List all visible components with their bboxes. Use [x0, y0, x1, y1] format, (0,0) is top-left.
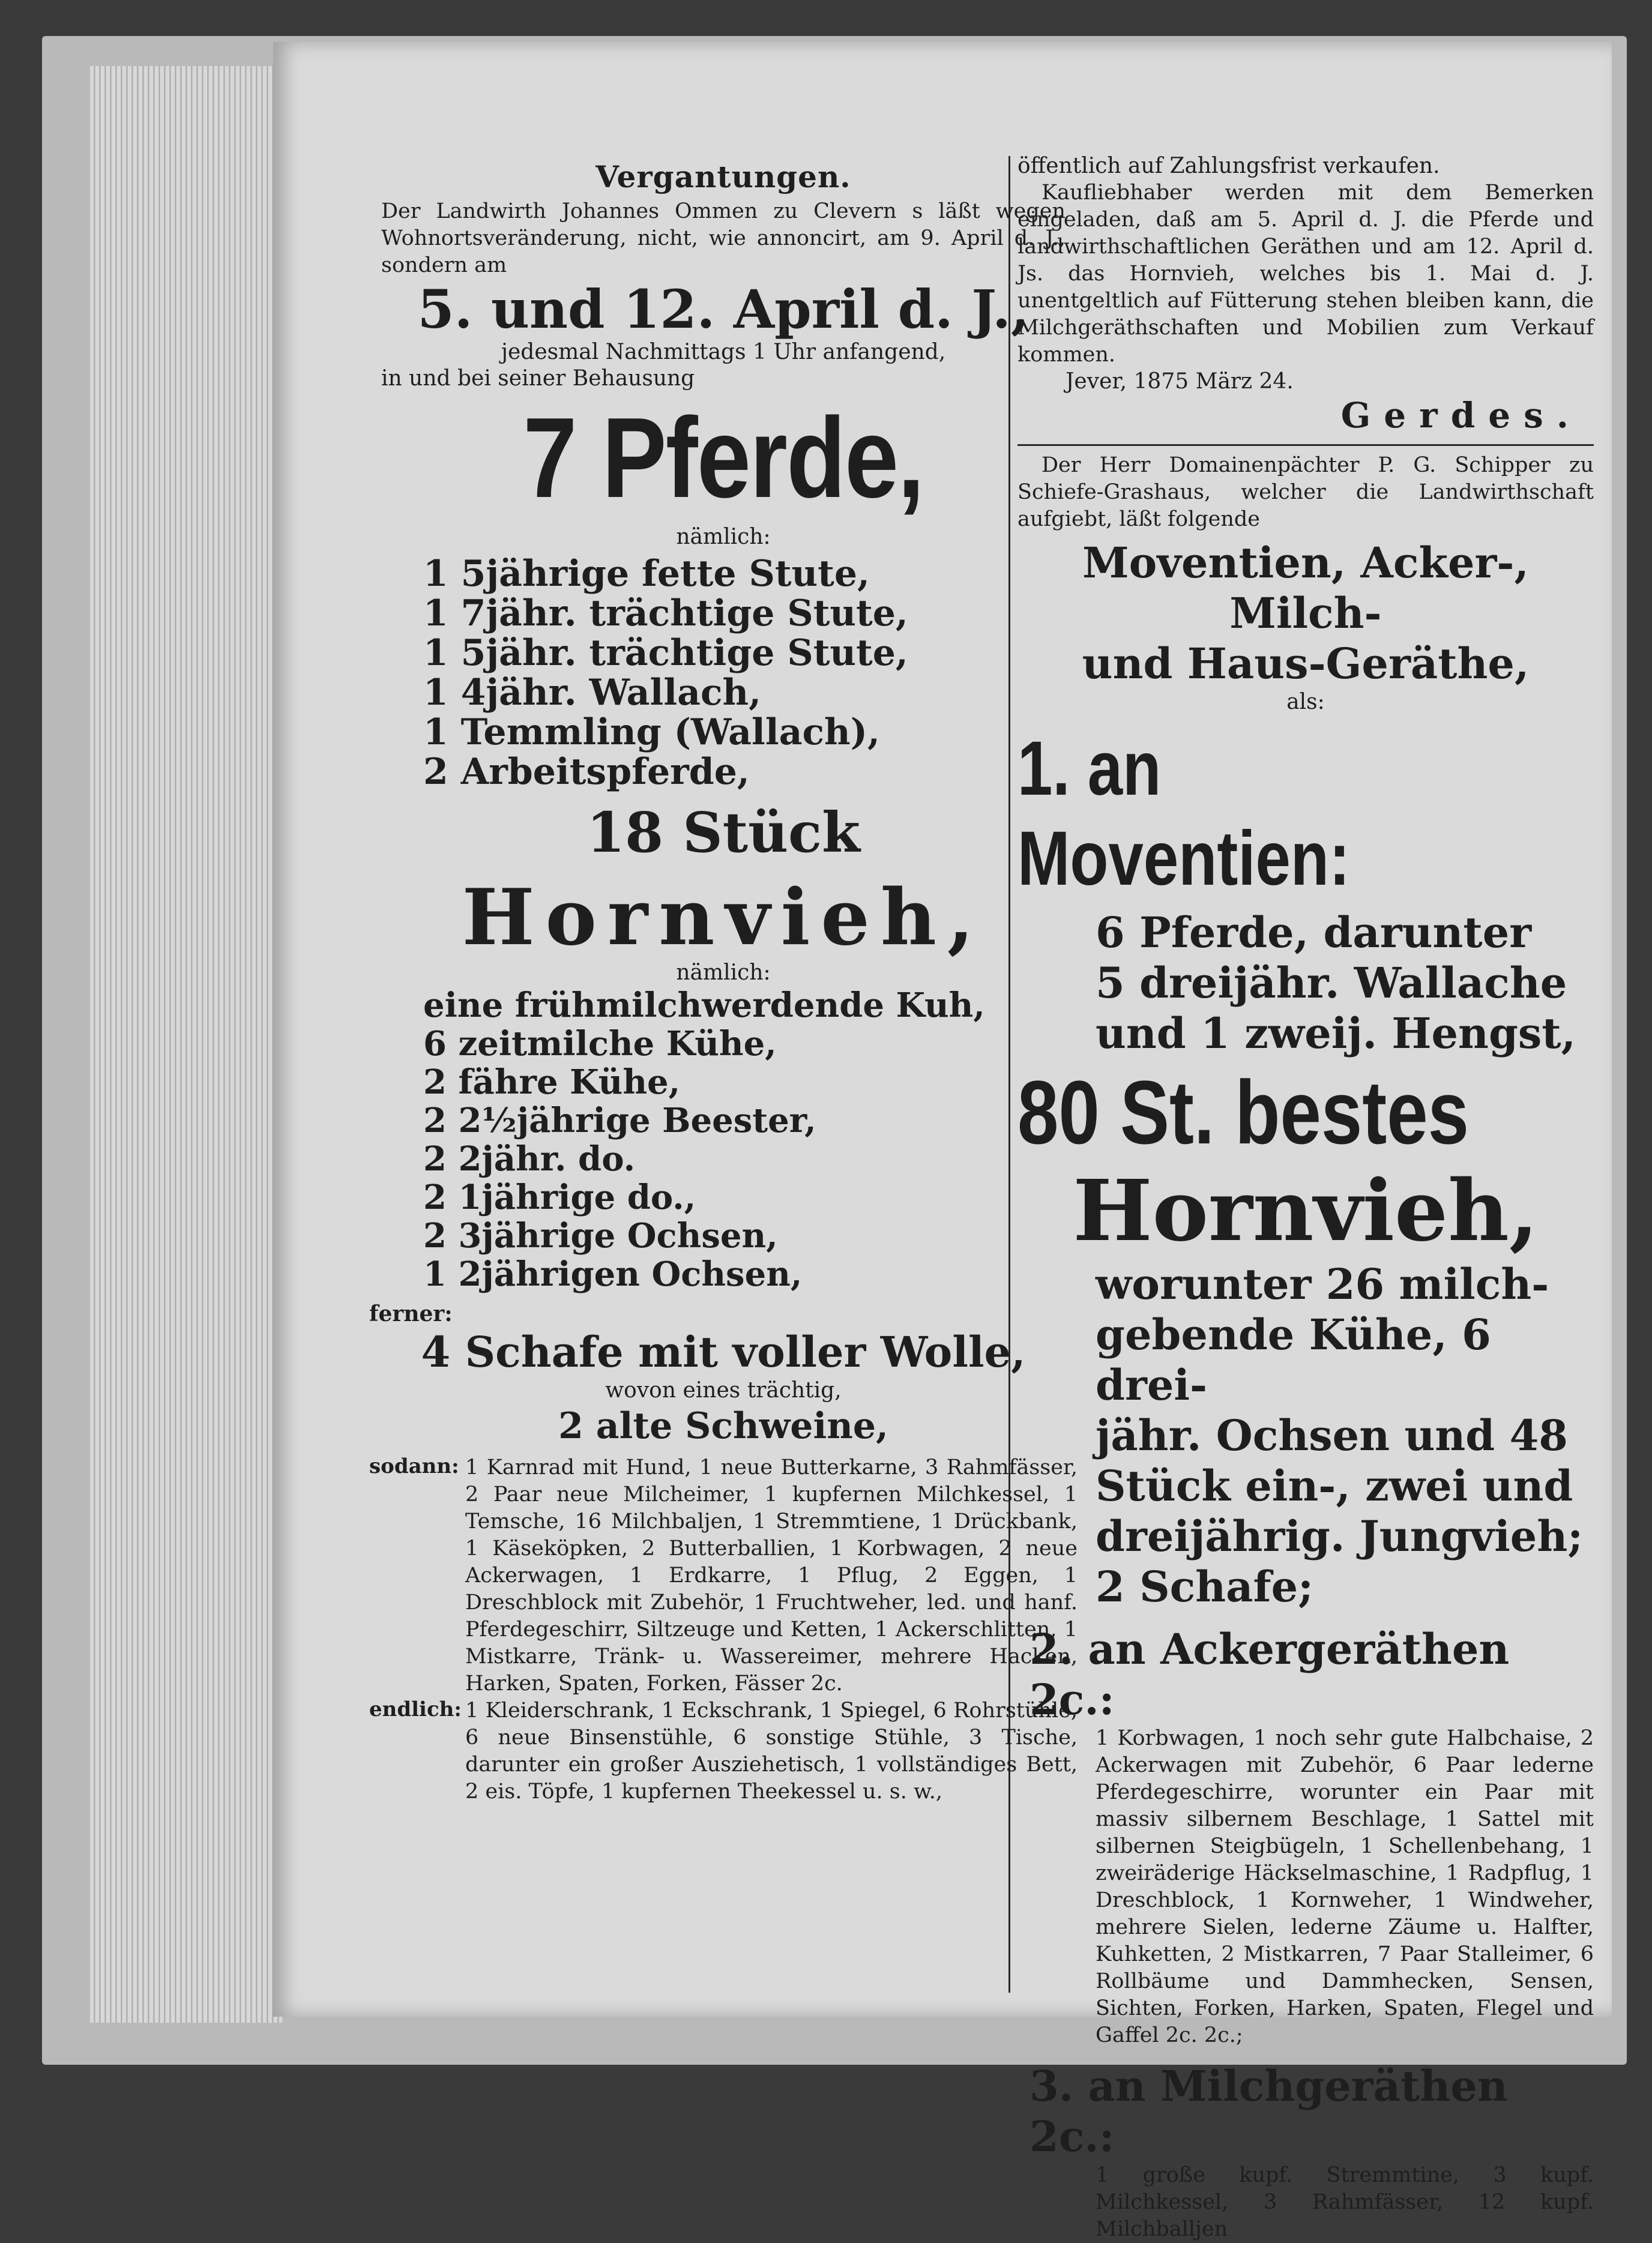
list-item: dreijährig. Jungvieh; [1096, 1511, 1584, 1561]
dateline: Jever, 1875 März 24. [1066, 369, 1294, 394]
list-item: 2 Arbeitspferde, [423, 751, 750, 793]
horses-list [369, 554, 1078, 792]
list-item: 1 7jähr. trächtige Stute, [423, 592, 908, 634]
auction-time: jedesmal Nachmittags 1 Uhr anfangend, [501, 340, 946, 364]
als-label: als: [1286, 690, 1325, 714]
list-item: 2 Schafe; [1096, 1562, 1313, 1612]
endlich-block [369, 1697, 1078, 1805]
section1-hornvieh: Hornvieh, [1073, 1162, 1539, 1260]
sodann-block [369, 1454, 1078, 1697]
section-rule [1017, 444, 1594, 446]
sodann-label: sodann: [369, 1454, 459, 1478]
auction-place: in und bei seiner Behausung [381, 366, 695, 391]
list-item: 5 dreijähr. Wallache [1096, 958, 1567, 1008]
second-intro: Der Herr Domainenpächter P. G. Schipper zu Schiefe-Grashaus, welcher die Landwirthschaft aufgiebt, läßt folgende [1017, 453, 1594, 531]
section3-text: 1 große kupf. Stremmtine, 3 kupf. Milchkessel, 3 Rahmfässer, 12 kupf. Milchballjen [1096, 2163, 1594, 2241]
buyers-text: Kaufliebhaber werden mit dem Bemerken eingeladen, daß am 5. April d. J. die Pferde und landwirthschaftlichen Geräthen und am 12. April d. Js. das Hornvieh, welches bis 1. Mai d. J. unentgeltlich auf Fütterung stehen bleiben kann, die Milchgeräthschaften und Mobilien zum Verkauf kommen. [1017, 181, 1594, 367]
continued-text: öffentlich auf Zahlungsfrist verkaufen. [1017, 154, 1440, 178]
endlich-label: endlich: [369, 1697, 462, 1721]
list-item: 2 2jähr. do. [423, 1139, 636, 1179]
list-item: Stück ein-, zwei und [1096, 1461, 1573, 1511]
sheep-line: 4 Schafe mit voller Wolle, [421, 1327, 1026, 1377]
ferner-label: ferner: [369, 1301, 453, 1326]
cattle-label: nämlich: [676, 960, 771, 985]
section1-more [1017, 1259, 1594, 1612]
list-item: 1 2jährigen Ochsen, [423, 1254, 803, 1294]
list-item: 2 1jährige do., [423, 1178, 696, 1217]
horses-title: 7 Pferde, [523, 394, 924, 522]
cattle-count: 18 Stück [586, 800, 860, 865]
list-item: gebende Kühe, 6 drei- [1096, 1310, 1491, 1410]
second-title-line2: und Haus-Geräthe, [1082, 639, 1530, 688]
cattle-title: Hornvieh, [462, 873, 985, 963]
right-column [1017, 153, 1594, 2243]
cattle-list [369, 986, 1078, 1293]
left-column [369, 159, 1078, 1805]
list-item: 1 5jähr. trächtige Stute, [423, 632, 908, 674]
sheep-note: wovon eines trächtig, [605, 1378, 842, 1403]
auction-date: 5. und 12. April d. J., [417, 278, 1029, 340]
newspaper-page [273, 42, 1612, 2241]
section2-text: 1 Korbwagen, 1 noch sehr gute Halbchaise, 2 Ackerwagen mit Zubehör, 6 Paar lederne Pferdegeschirre, worunter ein Paar mit massiv silbernem Beschlage, 1 Sattel mit silbernen Steigbügeln, 1 Schellenbehang, 1 zweiräderige Häckselmaschine, 1 Radpflug, 1 Dreschblock, 1 Kornweher, 1 Windweher, mehrere Sielen, lederne Zäume u. Halfter, Kuhketten, 2 Mistkarren, 7 Paar Stalleimer, 6 Rollbäume und Dammhecken, Sensen, Sichten, Forken, Harken, Spaten, Flegel und Gaffel 2c. 2c.; [1096, 1726, 1594, 2047]
list-item: 2 3jährige Ochsen, [423, 1216, 778, 1256]
section1-title: 1. an Moventien: [1017, 726, 1350, 902]
list-item: 1 Temmling (Wallach), [423, 711, 880, 753]
section1-big: 80 St. bestes [1017, 1062, 1470, 1163]
endlich-text: 1 Kleiderschrank, 1 Eckschrank, 1 Spiegel, 6 Rohrstühle, 6 neue Binsenstühle, 6 sonstige Stühle, 3 Tische, darunter ein großer Ausziehetisch, 1 vollständiges Bett, 2 eis. Töpfe, 1 kupfernen Theekessel u. s. w., [465, 1699, 1078, 1804]
sodann-text: 1 Karnrad mit Hund, 1 neue Butterkarne, 3 Rahmfässer, 2 Paar neue Milcheimer, 1 kupfernen Milchkessel, 1 Temsche, 16 Milchbaljen, 1 Stremmtiene, 1 Drückbank, 1 Käseköpken, 2 Butterballien, 1 Korbwagen, 2 neue Ackerwagen, 1 Erdkarre, 1 Pflug, 2 Eggen, 1 Dreschblock mit Zubehör, 1 Fruchtweher, led. und hanf. Pferdegeschirr, Siltzeuge und Ketten, 1 Ackerschlitten, 1 Mistkarre, Tränk- u. Wassereimer, mehrere Hacken, Harken, Spaten, Forken, Fässer 2c. [465, 1456, 1078, 1696]
section1-lines [1017, 908, 1594, 1059]
list-item: 1 4jähr. Wallach, [423, 672, 762, 714]
list-item: 2 fähre Kühe, [423, 1062, 681, 1102]
pigs-line: 2 alte Schweine, [558, 1405, 888, 1447]
list-item: 6 Pferde, darunter [1096, 908, 1532, 957]
list-item: 6 zeitmilche Kühe, [423, 1024, 777, 1064]
list-item: und 1 zweij. Hengst, [1096, 1008, 1576, 1058]
section2-title: 2. an Ackergeräthen 2c.: [1029, 1624, 1510, 1724]
auction-heading: Vergantungen. [595, 159, 851, 194]
list-item: eine frühmilchwerdende Kuh, [423, 986, 985, 1025]
auction-intro: Der Landwirth Johannes Ommen zu Clevern s läßt wegen Wohnortsveränderung, nicht, wie annoncirt, am 9. April d. J., sondern am [381, 199, 1066, 277]
list-item: 1 5jährige fette Stute, [423, 553, 870, 595]
section3-title: 3. an Milchgeräthen 2c.: [1029, 2061, 1508, 2161]
horses-label: nämlich: [676, 525, 771, 549]
list-item: 2 2½jährige Beester, [423, 1101, 816, 1140]
page-edges [90, 66, 282, 2023]
second-title-line1: Moventien, Acker-, Milch- [1082, 538, 1529, 638]
list-item: jähr. Ochsen und 48 [1096, 1411, 1568, 1460]
list-item: worunter 26 milch- [1096, 1259, 1549, 1309]
signature: Gerdes. [1340, 395, 1582, 436]
